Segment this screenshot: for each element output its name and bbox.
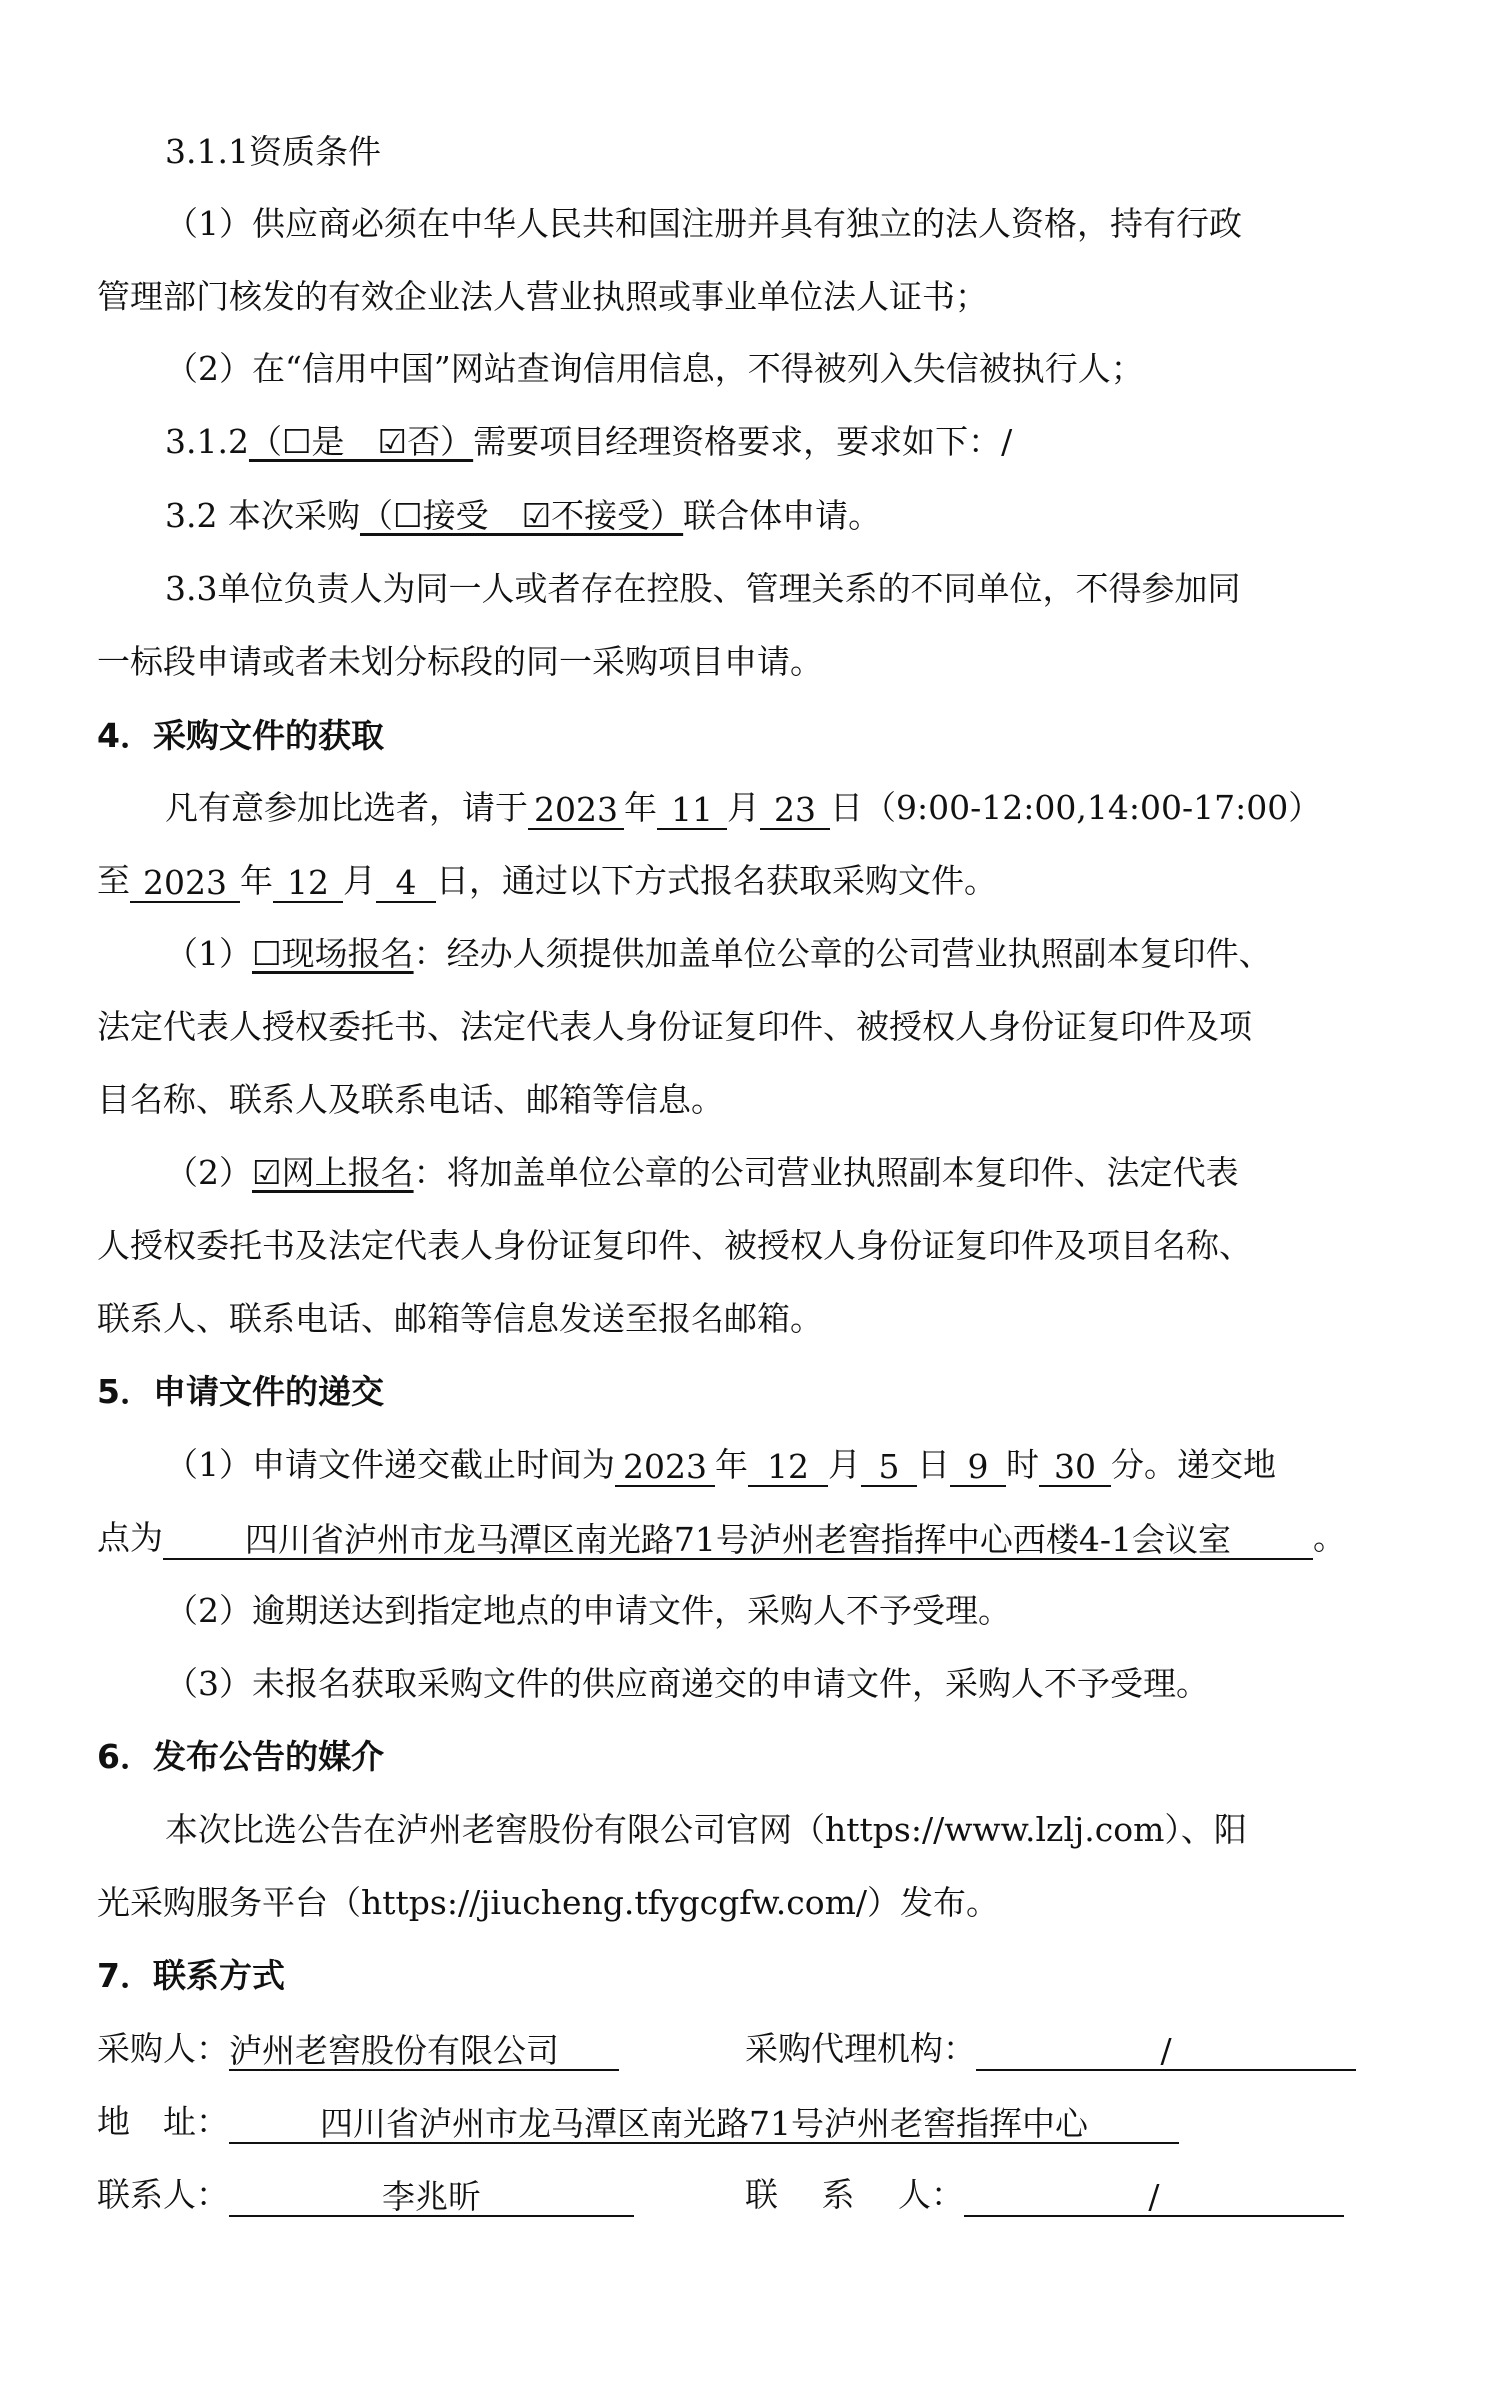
agency-contact-row	[745, 2173, 1344, 2217]
qualification-1-line-2: 管理部门核发的有效企业法人营业执照或事业单位法人证书；	[97, 277, 988, 316]
text: 年	[715, 1445, 748, 1484]
qualification-1-line-1: （1）供应商必须在中华人民共和国注册并具有独立的法人资格，持有行政	[165, 204, 1242, 243]
deadline-hour: 9	[950, 1445, 1006, 1487]
end-year: 2023	[130, 861, 240, 903]
project-manager-checkbox-group[interactable]: （☐是 ☑否）	[248, 422, 474, 461]
text: 。	[1313, 1518, 1346, 1557]
heading-7: 7．联系方式	[97, 1956, 285, 1995]
buyer-label: 采购人：	[97, 2029, 229, 2068]
onsite-registration-checkbox[interactable]: ☐现场报名	[252, 934, 414, 973]
qualification-2: （2）在“信用中国”网站查询信用信息，不得被列入失信被执行人；	[165, 349, 1144, 388]
section-3-2	[165, 494, 881, 538]
text: 至	[97, 861, 130, 900]
text: 年	[240, 861, 273, 900]
text: （1）	[165, 934, 252, 973]
heading-4: 4．采购文件的获取	[97, 716, 384, 755]
agency-label: 采购代理机构：	[745, 2029, 976, 2068]
acquisition-period-line-2	[97, 859, 997, 903]
deadline-day: 5	[861, 1445, 917, 1487]
text: 日，通过以下方式报名获取采购文件。	[436, 861, 997, 900]
end-month: 12	[273, 861, 343, 903]
section-3-2-text: 3.2 本次采购	[165, 496, 360, 535]
deadline-month: 12	[748, 1445, 828, 1487]
text: 凡有意参加比选者，请于	[165, 788, 528, 827]
heading-5: 5．申请文件的递交	[97, 1372, 384, 1411]
text: 年	[624, 788, 657, 827]
online-registration-line-3: 联系人、联系电话、邮箱等信息发送至报名邮箱。	[97, 1299, 823, 1338]
text: 分。递交地	[1111, 1445, 1276, 1484]
section-3-3-line-2: 一标段申请或者未划分标段的同一采购项目申请。	[97, 642, 823, 681]
deadline-year: 2023	[615, 1445, 715, 1487]
consortium-checkbox-group[interactable]: （☐接受 ☑不接受）	[359, 496, 684, 535]
section-3-1-2-number: 3.1.2	[165, 422, 249, 461]
address-row	[97, 2100, 1179, 2144]
section-3-1-2	[165, 420, 1012, 464]
deadline-minute: 30	[1039, 1445, 1111, 1487]
text: 月	[727, 788, 760, 827]
agency-contact-value: /	[964, 2175, 1344, 2217]
buyer-row	[97, 2027, 619, 2071]
text: （2）	[165, 1153, 252, 1192]
start-day: 23	[760, 788, 830, 830]
online-registration-line-1	[165, 1151, 1239, 1195]
address-value: 四川省泸州市龙马潭区南光路71号泸州老窖指挥中心	[229, 2102, 1179, 2144]
submission-place-line	[97, 1516, 1346, 1560]
start-month: 11	[657, 788, 727, 830]
text: 月	[343, 861, 376, 900]
buyer-value: 泸州老窖股份有限公司	[229, 2029, 619, 2071]
agency-contact-label: 联 系 人：	[745, 2175, 964, 2214]
heading-6: 6．发布公告的媒介	[97, 1737, 384, 1776]
media-line-1: 本次比选公告在泸州老窖股份有限公司官网（https://www.lzlj.com）、阳	[165, 1810, 1247, 1849]
start-year: 2023	[528, 788, 624, 830]
text: 月	[828, 1445, 861, 1484]
agency-row	[745, 2027, 1356, 2071]
contact-person-label: 联系人：	[97, 2175, 229, 2214]
onsite-registration-line-2: 法定代表人授权委托书、法定代表人身份证复印件、被授权人身份证复印件及项	[97, 1007, 1252, 1046]
address-label: 地 址：	[97, 2102, 229, 2141]
text: 点为	[97, 1518, 163, 1557]
onsite-registration-line-1	[165, 932, 1272, 976]
text: 时	[1006, 1445, 1039, 1484]
submission-deadline-line-1	[165, 1443, 1276, 1487]
contact-person-row	[97, 2173, 634, 2217]
section-3-1-2-text: 需要项目经理资格要求，要求如下：/	[473, 422, 1013, 461]
online-registration-checkbox[interactable]: ☑网上报名	[252, 1153, 414, 1192]
section-3-2-suffix: 联合体申请。	[683, 496, 882, 535]
text: ：将加盖单位公章的公司营业执照副本复印件、法定代表	[413, 1153, 1239, 1192]
text: （1）申请文件递交截止时间为	[165, 1445, 615, 1484]
unregistered-submission-rule: （3）未报名获取采购文件的供应商递交的申请文件，采购人不予受理。	[165, 1664, 1209, 1703]
onsite-registration-line-3: 目名称、联系人及联系电话、邮箱等信息。	[97, 1080, 724, 1119]
late-submission-rule: （2）逾期送达到指定地点的申请文件，采购人不予受理。	[165, 1591, 1011, 1630]
end-day: 4	[376, 861, 436, 903]
submission-place: 四川省泸州市龙马潭区南光路71号泸州老窖指挥中心西楼4-1会议室	[163, 1518, 1313, 1560]
text: 日	[917, 1445, 950, 1484]
contact-person-value: 李兆昕	[229, 2175, 634, 2217]
text: ：经办人须提供加盖单位公章的公司营业执照副本复印件、	[413, 934, 1272, 973]
acquisition-period-line-1	[165, 786, 1321, 830]
section-3-1-1-title: 3.1.1资质条件	[165, 132, 381, 171]
text: 日（9:00-12:00,14:00-17:00）	[830, 788, 1322, 827]
online-registration-line-2: 人授权委托书及法定代表人身份证复印件、被授权人身份证复印件及项目名称、	[97, 1226, 1252, 1265]
media-line-2: 光采购服务平台（https://jiucheng.tfygcgfw.com/）发布。	[97, 1883, 1000, 1922]
agency-value: /	[976, 2029, 1356, 2071]
section-3-3-line-1: 3.3单位负责人为同一人或者存在控股、管理关系的不同单位，不得参加同	[165, 569, 1241, 608]
